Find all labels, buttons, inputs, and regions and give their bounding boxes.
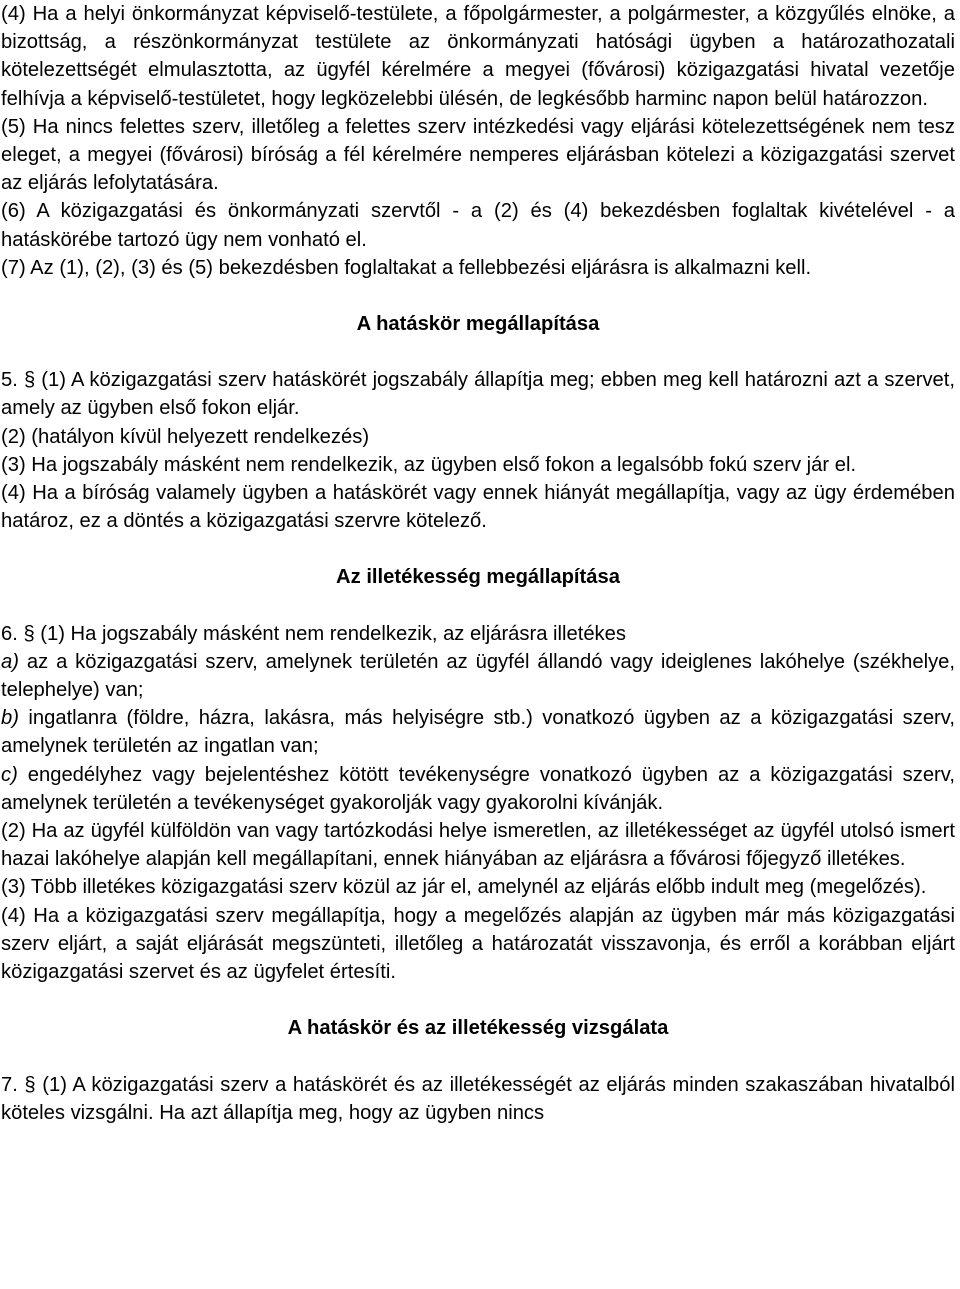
item-marker: b): [1, 707, 19, 730]
paragraph-6: (6) A közigazgatási és önkormányzati szervtől - a (2) és (4) bekezdésben foglaltak kivételével - a hatáskörébe tartozó ügy nem vonható el.: [1, 200, 955, 251]
section-6-item-a: [1, 648, 955, 704]
item-text: ingatlanra (földre, házra, lakásra, más helyiségre stb.) vonatkozó ügyben az a közigazgatási szerv, amelynek területén az ingatlan van;: [1, 707, 955, 758]
section-6-paragraph-2: (2) Ha az ügyfél külföldön van vagy tartózkodási helye ismeretlen, az illetékességet az ügyfél utolsó ismert hazai lakóhelye alapján kell megállapítani, ennek hiányában az eljárásra a fővárosi főjegyző illetékes.: [1, 820, 955, 871]
item-text: engedélyhez vagy bejelentéshez kötött tevékenységre vonatkozó ügyben az a közigazgatási szerv, amelynek területén a tevékenységet gyakorolják vagy gyakorolni kívánják.: [1, 763, 955, 814]
section-7-paragraph-1: 7. § (1) A közigazgatási szerv a hatáskörét és az illetékességét az eljárás minden szakaszában hivatalból köteles vizsgálni. Ha azt állapítja meg, hogy az ügyben nincs: [1, 1073, 955, 1124]
item-text: az a közigazgatási szerv, amelynek területén az ügyfél állandó vagy ideiglenes lakóhelye (székhelye, telephelye) van;: [1, 650, 955, 702]
section-6-intro: 6. § (1) Ha jogszabály másként nem rendelkezik, az eljárásra illetékes: [1, 622, 626, 645]
section-6-item-c: [1, 761, 955, 817]
heading-illetekesseg: Az illetékesség megállapítása: [336, 566, 620, 589]
section-6-paragraph-3: (3) Több illetékes közigazgatási szerv közül az jár el, amelynél az eljárás előbb indult meg (megelőzés).: [1, 876, 927, 899]
spacer: [1, 1043, 955, 1071]
item-marker: a): [1, 650, 19, 673]
paragraph-4: (4) Ha a helyi önkormányzat képviselő-testülete, a főpolgármester, a polgármester, a közgyűlés elnöke, a bizottság, a részönkormányzat testülete az önkormányzati hatósági ügyben a határozathozatali kötelezettségét elmulasztotta, az ügyfél kérelmére a megyei (fővárosi) közigazgatási hivatal vezetője felhívja a képviselő-testületet, hogy legközelebbi ülésén, de legkésőbb harminc napon belül határozzon.: [1, 3, 955, 110]
spacer: [1, 282, 955, 310]
section-6-item-b: [1, 704, 955, 760]
spacer: [1, 338, 955, 366]
spacer: [1, 535, 955, 563]
paragraph-5: (5) Ha nincs felettes szerv, illetőleg a felettes szerv intézkedési vagy eljárási kötelezettségének nem tesz eleget, a megyei (fővárosi) bíróság a fél kérelmére nemperes eljárásban kötelezi a közigazgatási szervet az eljárás lefolytatására.: [1, 115, 955, 195]
heading-vizsgalat: A hatáskör és az illetékesség vizsgálata: [287, 1017, 669, 1040]
section-5-paragraph-4: (4) Ha a bíróság valamely ügyben a hatáskörét vagy ennek hiányát megállapítja, vagy az ügy érdemében határoz, ez a döntés a közigazgatási szervre kötelező.: [1, 482, 955, 533]
section-5-paragraph-2: (2) (hatályon kívül helyezett rendelkezés): [1, 425, 370, 448]
paragraph-7: (7) Az (1), (2), (3) és (5) bekezdésben foglaltakat a fellebbezési eljárásra is alkalmazni kell.: [1, 256, 812, 279]
section-5-paragraph-3: (3) Ha jogszabály másként nem rendelkezik, az ügyben első fokon a legalsóbb fokú szerv jár el.: [1, 453, 857, 476]
heading-hataskor: A hatáskör megállapítása: [356, 313, 600, 336]
spacer: [1, 986, 955, 1014]
item-marker: c): [1, 763, 18, 786]
spacer: [1, 592, 955, 620]
section-5-paragraph-1: 5. § (1) A közigazgatási szerv hatáskörét jogszabály állapítja meg; ebben meg kell határozni azt a szervet, amely az ügyben első fokon eljár.: [1, 369, 955, 420]
section-6-paragraph-4: (4) Ha a közigazgatási szerv megállapítja, hogy a megelőzés alapján az ügyben már más közigazgatási szerv eljárt, a saját eljárását megszünteti, illetőleg a határozatát visszavonja, és erről a korábban eljárt közigazgatási szervet és az ügyfelet értesíti.: [1, 904, 955, 984]
